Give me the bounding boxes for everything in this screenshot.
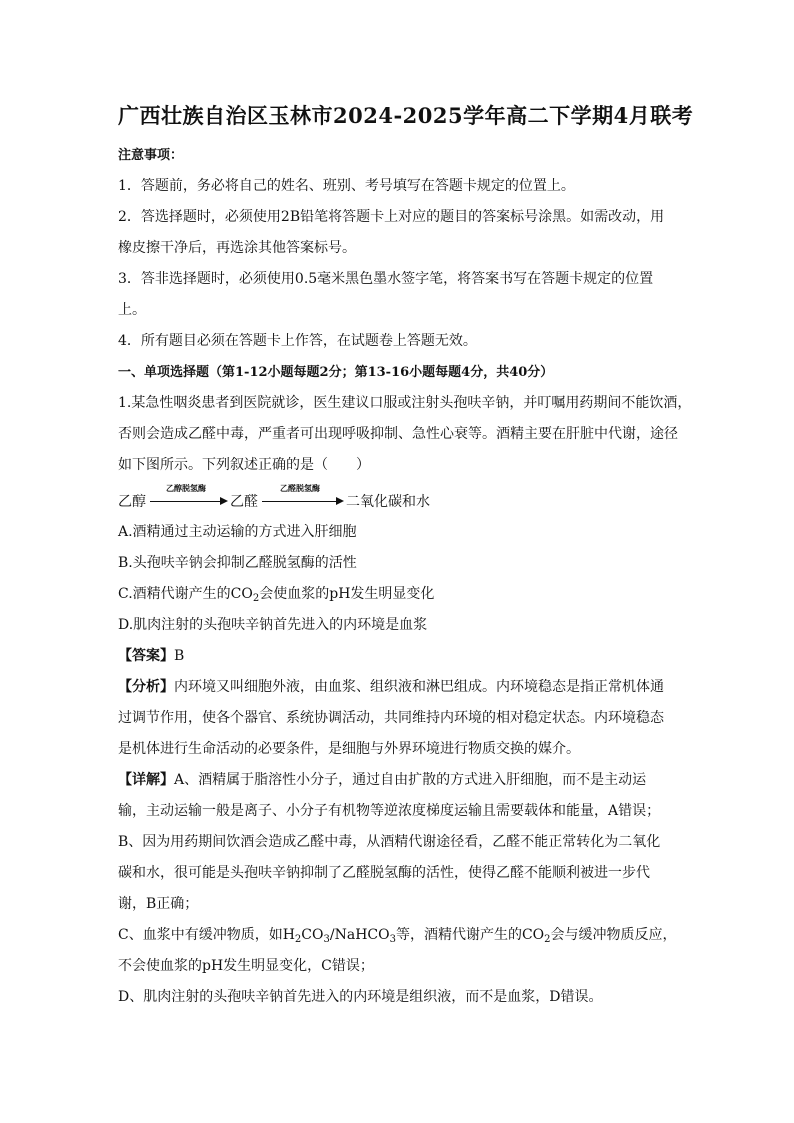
analysis-line-1: 【分析】内环境又叫细胞外液，由血浆、组织液和淋巴组成。内环境稳态是指正常机体通	[118, 679, 664, 695]
notice-item-2: 2．答选择题时，必须使用2B铅笔将答题卡上对应的题目的答案标号涂黑。如需改动，用	[118, 209, 665, 225]
detail-a-line-2: 输，主动运输一般是离子、小分子有机物等逆浓度梯度运输且需要载体和能量，A错误；	[118, 803, 661, 819]
notice-heading: 注意事项：	[118, 148, 184, 163]
question-stem-line-1: 1.某急性咽炎患者到医院就诊，医生建议口服或注射头孢呋辛钠，并叮嘱用药期间不能饮酒，	[118, 395, 692, 411]
question-stem-line-3: 如下图所示。下列叙述正确的是（ ）	[118, 457, 370, 473]
option-c: C.酒精代谢产生的$CO_2$会使血浆的pH发生明显变化	[118, 586, 435, 604]
section-heading: 一、单项选择题（第1-12小题每题2分；第13-16小题每题4分，共40分）	[118, 365, 554, 380]
analysis-line-3: 是机体进行生命活动的必要条件，是细胞与外界环境进行物质交换的媒介。	[118, 741, 580, 757]
detail-d-line: D、肌肉注射的头孢呋辛钠首先进入的内环境是组织液，而不是血浆，D错误。	[118, 989, 603, 1005]
answer-value: B	[174, 648, 185, 664]
notice-item-1: 1．答题前，务必将自己的姓名、班别、考号填写在答题卡规定的位置上。	[118, 178, 575, 194]
analysis-line-2: 过调节作用，使各个器官、系统协调活动，共同维持内环境的相对稳定状态。内环境稳态	[118, 710, 664, 726]
notice-item-3: 3．答非选择题时，必须使用0.5毫米黑色墨水签字笔，将答案书写在答题卡规定的位置	[118, 271, 654, 287]
detail-b-line-3: 谢，B正确；	[118, 896, 199, 912]
document-title: 广西壮族自治区玉林市2024-2025学年高二下学期4月联考	[118, 103, 694, 128]
answer-label: 【答案】	[118, 648, 174, 664]
notice-item-3-cont: 上。	[118, 302, 146, 318]
pathway-ethanol: 乙醇	[118, 494, 146, 510]
option-b: B.头孢呋辛钠会抑制乙醛脱氢酶的活性	[118, 555, 357, 571]
option-d: D.肌肉注射的头孢呋辛钠首先进入的内环境是血浆	[118, 617, 428, 633]
pathway-co2-water: 二氧化碳和水	[346, 494, 430, 510]
pathway-arrow-2	[262, 483, 344, 505]
detail-label: 【详解】	[118, 772, 174, 788]
enzyme-label-2: 乙醛脱氢酶	[280, 483, 320, 493]
document-page	[118, 100, 694, 1013]
question-stem-line-2: 否则会造成乙醛中毒，严重者可出现呼吸抑制、急性心衰等。酒精主要在肝脏中代谢，途径	[118, 426, 678, 442]
analysis-label: 【分析】	[118, 679, 174, 695]
notice-item-2-cont: 橡皮擦干净后，再选涂其他答案标号。	[118, 240, 356, 256]
option-a: A.酒精通过主动运输的方式进入肝细胞	[118, 524, 357, 540]
notice-item-4: 4．所有题目必须在答题卡上作答，在试题卷上答题无效。	[118, 333, 477, 349]
pathway-acetaldehyde: 乙醛	[230, 494, 258, 510]
metabolic-pathway	[118, 483, 678, 517]
detail-b-line-1: B、因为用药期间饮酒会造成乙醛中毒，从酒精代谢途径看，乙醛不能正常转化为二氧化	[118, 834, 661, 850]
arrow-head-icon	[336, 497, 344, 505]
pathway-arrow-1	[150, 483, 228, 505]
arrow-head-icon	[220, 497, 228, 505]
detail-c-line-1: C、血浆中有缓冲物质，如$H_2CO_3/NaHCO_3$等，酒精代谢产生的$CO_2$会与缓冲物质反应，	[118, 927, 677, 945]
detail-b-line-2: 碳和水，很可能是头孢呋辛钠抑制了乙醛脱氢酶的活性，使得乙醛不能顺利被进一步代	[118, 865, 650, 881]
detail-c-line-2: 不会使血浆的pH发生明显变化，C错误；	[118, 958, 374, 974]
answer-line	[118, 641, 678, 672]
enzyme-label-1: 乙醇脱氢酶	[166, 483, 206, 493]
detail-a-line-1: 【详解】A、酒精属于脂溶性小分子，通过自由扩散的方式进入肝细胞，而不是主动运	[118, 772, 647, 788]
